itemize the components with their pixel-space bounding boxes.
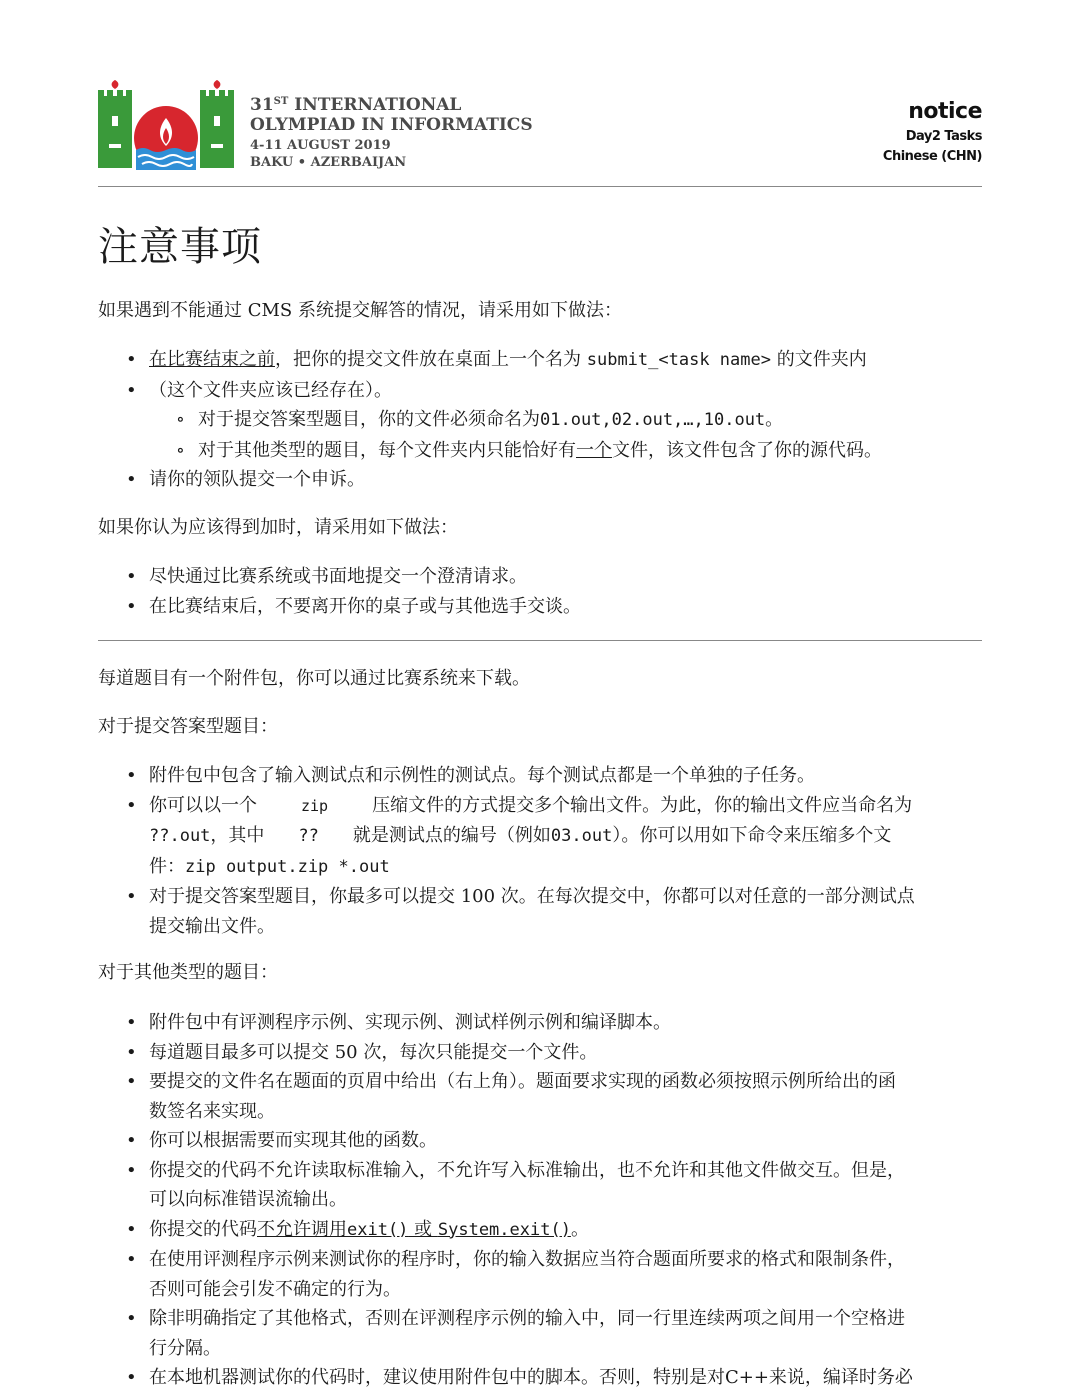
list-item: • 你可以根据需要而实现其他的函数。: [98, 1126, 982, 1156]
list-item: • 尽快通过比赛系统或书面地提交一个澄清请求。: [98, 562, 982, 592]
cms-intro: 如果遇到不能通过 CMS 系统提交解答的情况，请采用如下做法：: [98, 300, 622, 321]
list-item: • 对于提交答案型题目，你最多可以提交 100 次。在每次提交中，你都可以对任意的一部分测试点 提交输出文件。: [98, 882, 982, 941]
list-item-continuation: • （这个文件夹应该已经存在）。: [98, 376, 982, 406]
list-item: • 附件包中包含了输入测试点和示例性的测试点。每个测试点都是一个单独的子任务。: [98, 761, 982, 791]
task-name: notice: [908, 99, 982, 124]
list-item: • 你可以以一个 zip 压缩文件的方式提交多个输出文件。为此，你的输出文件应当命名为 ??.out，其中 ?? 就是测试点的编号（例如03.out）。你可以用如下命令来压缩多个文 件：zip output.zip *.out: [98, 791, 982, 883]
time-intro: 如果你认为应该得到加时，请采用如下做法：: [98, 517, 458, 538]
list-item: • 除非明确指定了其他格式，否则在评测程序示例的输入中，同一行里连续两项之间用一个空格进 行分隔。: [98, 1304, 982, 1363]
event-title: [250, 92, 533, 171]
header-divider: [98, 186, 982, 187]
event-dates: 4-11 AUGUST 2019: [250, 138, 391, 153]
ioi-logo-icon: [98, 80, 234, 170]
list-item: • 请你的领队提交一个申诉。: [98, 465, 982, 495]
list-item: • 在使用评测程序示例来测试你的程序时，你的输入数据应当符合题面所要求的格式和限制条件， 否则可能会引发不确定的行为。: [98, 1245, 982, 1304]
list-item: • 在比赛结束后，不要离开你的桌子或与其他选手交谈。: [98, 592, 982, 622]
page-title: 注意事项: [98, 224, 262, 270]
section-divider: [98, 640, 982, 641]
task-day: Day2 Tasks: [905, 129, 982, 144]
event-location: BAKU • AZERBAIJAN: [250, 155, 407, 170]
task-language: Chinese (CHN): [882, 149, 982, 164]
list-item: • 你提交的代码不允许读取标准输入，不允许写入标准输出，也不允许和其他文件做交互。但是， 可以向标准错误流输出。: [98, 1156, 982, 1215]
event-line1: 31ST INTERNATIONAL: [250, 95, 462, 115]
list-item: • 每道题目最多可以提交 50 次，每次只能提交一个文件。: [98, 1038, 982, 1068]
list-item: • 在本地机器测试你的代码时，建议使用附件包中的脚本。否则，特别是对C++来说，编译时务必: [98, 1363, 982, 1393]
sub-list-item: ∘ 对于其他类型的题目，每个文件夹内只能恰好有一个文件，该文件包含了你的源代码。: [98, 436, 982, 466]
time-list: [98, 562, 982, 621]
other-intro: 对于其他类型的题目：: [98, 962, 278, 983]
sub-list-item: ∘ 对于提交答案型题目，你的文件必须命名为01.out,02.out,…,10.out。: [98, 405, 982, 436]
output-intro: 对于提交答案型题目：: [98, 716, 278, 737]
other-list: [98, 1008, 982, 1393]
list-item: • 附件包中有评测程序示例、实现示例、测试样例示例和编译脚本。: [98, 1008, 982, 1038]
attachment-note: 每道题目有一个附件包，你可以通过比赛系统来下载。: [98, 668, 530, 689]
output-list: [98, 761, 982, 941]
list-item: • 你提交的代码不允许调用exit() 或 System.exit()。: [98, 1215, 982, 1246]
task-info: [883, 98, 982, 167]
list-item: • 在比赛结束之前，把你的提交文件放在桌面上一个名为 submit_<task name> 的文件夹内: [98, 345, 982, 376]
cms-list: [98, 345, 982, 495]
page-header: [98, 80, 982, 187]
list-item: • 要提交的文件名在题面的页眉中给出（右上角）。题面要求实现的函数必须按照示例所给出的函 数签名来实现。: [98, 1067, 982, 1126]
event-line2: OLYMPIAD IN INFORMATICS: [250, 115, 533, 135]
